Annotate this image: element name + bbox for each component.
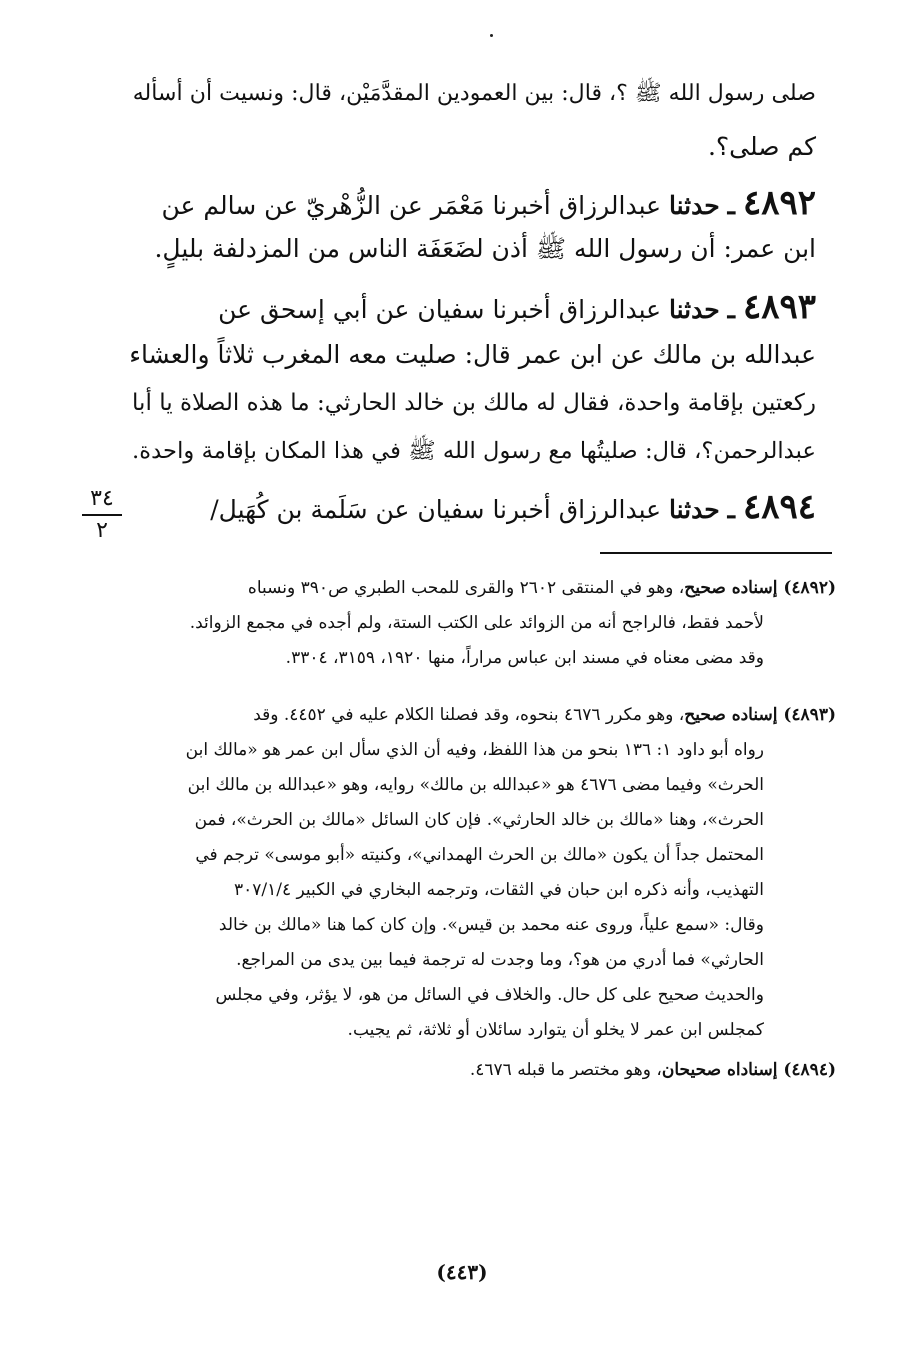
text-line xyxy=(133,82,816,104)
text-span: حدثنا عبدالرزاق أخبرنا سفيان عن سَلَمة بن كُهَيل/ xyxy=(210,495,720,524)
footnote-line xyxy=(186,742,764,759)
text-span: لأحمد فقط، فالراجح أنه من الزوائد على الكتب الستة، ولم أجده في مجمع الزوائد. xyxy=(189,613,764,633)
footnote-line xyxy=(253,707,836,724)
text-span: والحديث صحيح على كل حال. والخلاف في السائل من هو، لا يؤثر، وفي مجلس xyxy=(215,985,764,1005)
text-line xyxy=(132,392,816,415)
margin-ref-page: ٢ xyxy=(96,517,108,543)
page-dot xyxy=(490,34,493,37)
footnote-lead: (٤٨٩٤) إسناداه صحيحان xyxy=(661,1060,836,1080)
footnote-line xyxy=(195,847,764,864)
text-span: الحرث» وفيما مضى ٤٦٧٦ هو «عبدالله بن مالك» روايه، وهو «عبدالله بن مالك ابن xyxy=(187,775,764,795)
footnote-line xyxy=(219,917,764,934)
margin-ref-bar xyxy=(82,514,122,516)
text-span: عبدالرحمن؟، قال: صليتُها مع رسول الله ﷺ في هذا المكان بإقامة واحدة. xyxy=(132,438,816,464)
haddathana-word: حدثنا xyxy=(669,495,720,524)
text-span: ابن عمر: أن رسول الله ﷺ أذن لضَعَفَة الناس من المزدلفة بليلٍ. xyxy=(154,234,816,263)
text-span: ركعتين بإقامة واحدة، فقال له مالك بن خالد الحارثي: ما هذه الصلاة يا أبا xyxy=(132,390,816,416)
footnote-lead: (٤٨٩٣) إسناده صحيح xyxy=(684,705,836,725)
footnote-line xyxy=(286,650,764,667)
footnote-line xyxy=(348,1022,764,1039)
text-line xyxy=(129,342,816,367)
text-span: المحتمل جداً أن يكون «مالك بن الحرث الهمداني»، وكنيته «أبو موسى» ترجم في xyxy=(195,845,764,865)
text-span: كم صلى؟. xyxy=(707,132,816,161)
footnote-line xyxy=(234,882,764,899)
text-line xyxy=(154,236,816,261)
margin-ref-volume: ٣٤ xyxy=(90,486,114,511)
text-span: حدثنا عبدالرزاق أخبرنا سفيان عن أبي إسحق عن xyxy=(218,295,720,324)
text-span: حدثنا عبدالرزاق أخبرنا مَعْمَر عن الزُّهْريّ عن سالم عن xyxy=(161,191,720,220)
text-span: عبدالله بن مالك عن ابن عمر قال: صليت معه المغرب ثلاثاً والعشاء xyxy=(129,340,816,369)
text-span: وقال: «سمع علياً، وروى عنه محمد بن قيس». وإن كان كما هنا «مالك بن خالد xyxy=(218,915,764,935)
footnote-line xyxy=(195,812,764,829)
footnote-line xyxy=(188,777,764,794)
haddathana-word: حدثنا xyxy=(669,295,720,324)
text-span: الحارثي» فما أدري من هو؟، وما وجدت له ترجمة فيما بين يدى من المراجع. xyxy=(236,950,764,970)
hadith-number: ٤٨٩٣ xyxy=(742,287,816,327)
text-span: الحرث»، وهنا «مالك بن خالد الحارثي». فإن كان السائل «مالك بن الحرث»، فمن xyxy=(194,810,764,830)
text-line xyxy=(132,440,816,463)
text-span: كمجلس ابن عمر لا يخلو أن يتوارد سائلان أو ثلاثة، ثم يجيب. xyxy=(347,1020,764,1040)
hadith-number: ٤٨٩٤ xyxy=(742,487,816,527)
page-number: (٤٤٣) xyxy=(436,1260,488,1284)
text-span: (٤٨٩٤) إسناداه صحيحان، وهو مختصر ما قبله ٤٦٧٦. xyxy=(469,1060,836,1080)
text-span: (٤٨٩٣) إسناده صحيح، وهو مكرر ٤٦٧٦ بنحوه، وقد فصلنا الكلام عليه في ٤٤٥٢. وقد xyxy=(253,705,836,725)
haddathana-word: حدثنا xyxy=(669,191,720,220)
text-span: وقد مضى معناه في مسند ابن عباس مراراً، منها ١٩٢٠، ٣١٥٩، ٣٣٠٤. xyxy=(285,648,764,668)
footnote-line xyxy=(236,952,764,969)
hadith-number: ٤٨٩٢ xyxy=(742,183,816,223)
dash: ـ xyxy=(727,191,735,220)
dash: ـ xyxy=(727,295,735,324)
text-line xyxy=(708,134,816,159)
footnote-line xyxy=(470,1062,836,1079)
footnote-separator xyxy=(600,552,832,554)
text-span: رواه أبو داود ١: ١٣٦ بنحو من هذا اللفظ، وفيه أن الذي سأل ابن عمر هو «مالك ابن xyxy=(185,740,764,760)
dash: ـ xyxy=(727,495,735,524)
footnote-line xyxy=(215,987,764,1004)
margin-reference xyxy=(80,488,124,542)
footnote-line xyxy=(248,580,836,597)
text-span: التهذيب، وأنه ذكره ابن حبان في الثقات، وترجمه البخاري في الكبير ٣٠٧/١/٤ xyxy=(234,880,764,900)
hadith-4894-heading xyxy=(210,487,816,527)
hadith-4893-heading xyxy=(218,287,816,327)
footnote-line xyxy=(190,615,764,632)
text-span: صلى رسول الله ﷺ ؟، قال: بين العمودين المقدَّمَيْن، قال: ونسيت أن أسأله xyxy=(132,80,816,106)
text-span: (٤٨٩٢) إسناده صحيح، وهو في المنتقى ٢٦٠٢ والقرى للمحب الطبري ص٣٩٠ ونسباه xyxy=(247,578,836,598)
footnote-lead: (٤٨٩٢) إسناده صحيح xyxy=(684,578,836,598)
hadith-4892-heading xyxy=(161,183,817,223)
